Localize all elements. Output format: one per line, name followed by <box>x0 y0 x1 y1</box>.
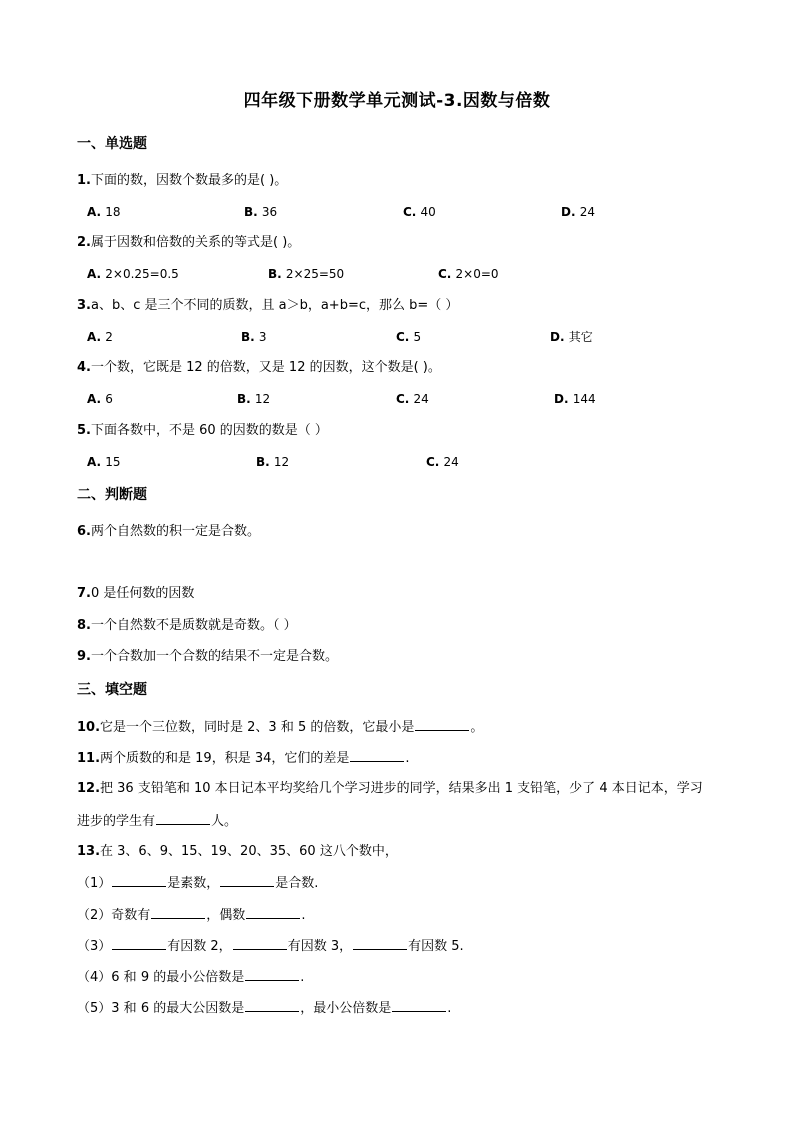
question-text: 一个合数加一个合数的结果不一定是合数。 <box>90 649 338 664</box>
answer-blank[interactable] <box>245 999 299 1012</box>
answer-blank[interactable] <box>220 874 274 887</box>
question-text-end: . <box>405 751 410 766</box>
q3-option-b[interactable]: B. 3 <box>241 330 267 344</box>
question-number: 1. <box>77 173 91 188</box>
question-text-end: 。 <box>470 720 484 735</box>
question-text: 在 3、6、9、15、19、20、35、60 这八个数中， <box>100 844 398 859</box>
answer-blank[interactable] <box>112 874 166 887</box>
question-8 <box>77 617 297 635</box>
question-number: 2. <box>77 235 91 250</box>
question-9 <box>77 648 338 666</box>
section-heading-single-choice: 一、单选题 <box>77 136 147 152</box>
question-number: 9. <box>77 649 91 664</box>
section-heading-fill-blank: 三、填空题 <box>77 682 147 698</box>
answer-blank[interactable] <box>245 968 299 981</box>
q1-option-d[interactable]: D. 24 <box>561 205 595 219</box>
question-12 <box>77 780 703 798</box>
question-10 <box>77 718 483 737</box>
question-12-line-2 <box>77 812 237 831</box>
q5-option-c[interactable]: C. 24 <box>426 455 459 469</box>
question-text: 下面的数，因数个数最多的是( )。 <box>90 173 288 188</box>
question-13-sub-4: （4）6 和 9 的最小公倍数是 . <box>77 970 305 985</box>
question-number: 10. <box>77 720 101 735</box>
q2-option-a[interactable]: A. 2×0.25=0.5 <box>87 267 179 281</box>
answer-blank[interactable] <box>151 906 205 919</box>
question-number: 4. <box>77 360 91 375</box>
q5-option-a[interactable]: A. 15 <box>87 455 121 469</box>
question-text: 两个自然数的积一定是合数。 <box>90 524 260 539</box>
question-13-sub-1: （1） 是素数， 是合数. <box>77 876 319 891</box>
question-text: 一个数，它既是 12 的倍数，又是 12 的因数，这个数是( )。 <box>90 360 441 375</box>
question-number: 12. <box>77 781 101 796</box>
q1-option-c[interactable]: C. 40 <box>403 205 436 219</box>
q4-option-c[interactable]: C. 24 <box>396 392 429 406</box>
q4-option-a[interactable]: A. 6 <box>87 392 113 406</box>
q2-option-b[interactable]: B. 2×25=50 <box>268 267 345 281</box>
question-7 <box>77 585 194 603</box>
answer-blank[interactable] <box>350 749 404 762</box>
question-2 <box>77 234 300 252</box>
q1-option-a[interactable]: A. 18 <box>87 205 121 219</box>
q4-option-d[interactable]: D. 144 <box>554 392 596 406</box>
question-11 <box>77 749 410 768</box>
q5-option-b[interactable]: B. 12 <box>256 455 290 469</box>
question-text: 一个自然数不是质数就是奇数。（ ） <box>90 618 297 633</box>
question-13 <box>77 843 398 861</box>
question-text: 两个质数的和是 19，积是 34，它们的差是 <box>100 751 350 766</box>
question-text: 它是一个三位数，同时是 2、3 和 5 的倍数，它最小是 <box>100 720 415 735</box>
answer-blank[interactable] <box>112 937 166 950</box>
answer-blank[interactable] <box>392 999 446 1012</box>
question-number: 6. <box>77 524 91 539</box>
sub-index: （4） <box>77 970 112 985</box>
answer-blank[interactable] <box>233 937 287 950</box>
answer-blank[interactable] <box>415 718 469 731</box>
answer-blank[interactable] <box>246 906 300 919</box>
question-1 <box>77 172 287 190</box>
question-text: 0 是任何数的因数 <box>90 586 195 601</box>
sub-index: （5） <box>77 1001 112 1016</box>
sub-index: （3） <box>77 939 112 954</box>
answer-blank[interactable] <box>353 937 407 950</box>
question-text: 下面各数中，不是 60 的因数的数是（ ） <box>90 423 328 438</box>
question-number: 8. <box>77 618 91 633</box>
sub-index: （1） <box>77 876 112 891</box>
question-4 <box>77 359 441 377</box>
q3-option-d[interactable]: D. 其它 <box>550 330 593 344</box>
q2-option-c[interactable]: C. 2×0=0 <box>438 267 499 281</box>
sub-index: （2） <box>77 908 112 923</box>
question-3 <box>77 297 458 315</box>
question-13-sub-2: （2）奇数有 ，偶数 . <box>77 908 306 923</box>
question-text: 进步的学生有 <box>77 814 156 829</box>
question-number: 11. <box>77 751 101 766</box>
question-6 <box>77 523 260 541</box>
section-heading-true-false: 二、判断题 <box>77 487 147 503</box>
question-text: 属于因数和倍数的关系的等式是( )。 <box>90 235 301 250</box>
q3-option-a[interactable]: A. 2 <box>87 330 113 344</box>
question-13-sub-5: （5）3 和 6 的最大公因数是 ，最小公倍数是 . <box>77 1001 452 1016</box>
page-title: 四年级下册数学单元测试-3.因数与倍数 <box>243 91 551 111</box>
question-text-end: 人。 <box>211 814 238 829</box>
question-number: 7. <box>77 586 91 601</box>
q3-option-c[interactable]: C. 5 <box>396 330 422 344</box>
q4-option-b[interactable]: B. 12 <box>237 392 271 406</box>
question-text: a、b、c 是三个不同的质数，且 a＞b，a+b=c，那么 b=（ ） <box>90 298 459 313</box>
q1-option-b[interactable]: B. 36 <box>244 205 278 219</box>
question-text: 把 36 支铅笔和 10 本日记本平均奖给几个学习进步的同学，结果多出 1 支铅笔，少了 4 本日记本，学习 <box>100 781 703 796</box>
question-number: 3. <box>77 298 91 313</box>
question-number: 5. <box>77 423 91 438</box>
question-number: 13. <box>77 844 101 859</box>
question-5 <box>77 422 328 440</box>
answer-blank[interactable] <box>156 812 210 825</box>
question-13-sub-3: （3） 有因数 2， 有因数 3， 有因数 5. <box>77 939 464 954</box>
